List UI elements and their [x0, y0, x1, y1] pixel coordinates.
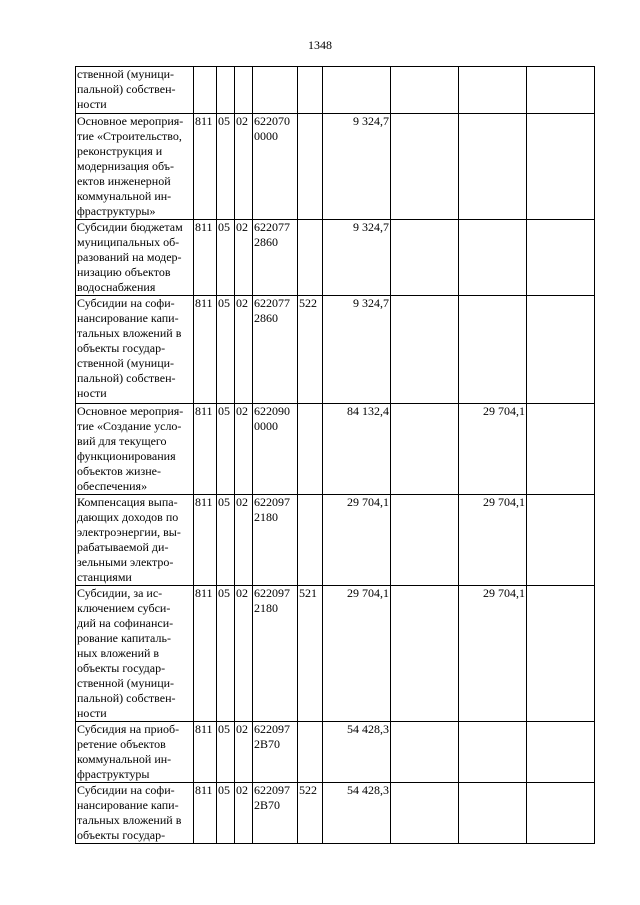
ministry-code-cell: 811	[194, 722, 217, 783]
expense-type-cell: 522	[298, 783, 323, 844]
ministry-code-cell: 811	[194, 114, 217, 220]
target-article-cell: 622097 2В70	[253, 722, 298, 783]
section-code-cell: 05	[217, 220, 235, 296]
item-name-cell: Субсидия на приоб- ретение объектов коммунальной ин- фраструктуры	[76, 722, 194, 783]
ministry-code-cell: 811	[194, 296, 217, 404]
table-body	[76, 67, 595, 844]
target-article-cell	[253, 67, 298, 114]
amount-cell-3	[459, 783, 527, 844]
ministry-code-cell: 811	[194, 404, 217, 495]
subsection-code-cell: 02	[235, 495, 253, 586]
amount-cell-3	[459, 114, 527, 220]
target-article-cell: 622070 0000	[253, 114, 298, 220]
amount-cell-3: 29 704,1	[459, 586, 527, 722]
amount-cell-2	[391, 722, 459, 783]
subsection-code-cell: 02	[235, 586, 253, 722]
item-name-cell: Субсидии на софи- нансирование капи- тальных вложений в объекты государ- ственной (муници- пальной) собствен- ности	[76, 296, 194, 404]
expense-type-cell	[298, 495, 323, 586]
amount-cell-2	[391, 220, 459, 296]
amount-cell-1: 9 324,7	[323, 296, 391, 404]
amount-cell-3	[459, 722, 527, 783]
amount-cell-4	[527, 722, 595, 783]
expense-type-cell	[298, 220, 323, 296]
amount-cell-1	[323, 67, 391, 114]
ministry-code-cell: 811	[194, 495, 217, 586]
amount-cell-1: 29 704,1	[323, 586, 391, 722]
amount-cell-3: 29 704,1	[459, 404, 527, 495]
table-row	[76, 783, 595, 844]
amount-cell-2	[391, 586, 459, 722]
amount-cell-4	[527, 114, 595, 220]
item-name-cell: Субсидии, за ис- ключением субси- дий на софинанси- рование капиталь- ных вложений в объекты государ- ственной (муници- пальной) собствен- ности	[76, 586, 194, 722]
item-name-cell: Компенсация выпа- дающих доходов по электроэнергии, вы- рабатываемой ди- зельными электро- станциями	[76, 495, 194, 586]
subsection-code-cell: 02	[235, 783, 253, 844]
ministry-code-cell: 811	[194, 220, 217, 296]
amount-cell-1: 54 428,3	[323, 722, 391, 783]
amount-cell-4	[527, 67, 595, 114]
amount-cell-4	[527, 220, 595, 296]
table-row	[76, 404, 595, 495]
item-name-cell: ственной (муници- пальной) собствен- ности	[76, 67, 194, 114]
expense-type-cell	[298, 404, 323, 495]
subsection-code-cell: 02	[235, 114, 253, 220]
amount-cell-2	[391, 404, 459, 495]
amount-cell-2	[391, 114, 459, 220]
expense-type-cell: 522	[298, 296, 323, 404]
table-row	[76, 220, 595, 296]
amount-cell-1: 84 132,4	[323, 404, 391, 495]
amount-cell-3	[459, 67, 527, 114]
amount-cell-3	[459, 296, 527, 404]
item-name-cell: Субсидии на софи- нансирование капи- тальных вложений в объекты государ-	[76, 783, 194, 844]
table-row	[76, 586, 595, 722]
expense-type-cell	[298, 67, 323, 114]
amount-cell-1: 9 324,7	[323, 114, 391, 220]
section-code-cell: 05	[217, 296, 235, 404]
subsection-code-cell: 02	[235, 296, 253, 404]
subsection-code-cell: 02	[235, 220, 253, 296]
target-article-cell: 622097 2180	[253, 495, 298, 586]
amount-cell-4	[527, 586, 595, 722]
expense-type-cell: 521	[298, 586, 323, 722]
item-name-cell: Основное мероприя- тие «Строительство, реконструкция и модернизация объ- ектов инженерной коммунальной ин- фраструктуры»	[76, 114, 194, 220]
table-row	[76, 722, 595, 783]
target-article-cell: 622097 2В70	[253, 783, 298, 844]
subsection-code-cell: 02	[235, 722, 253, 783]
section-code-cell: 05	[217, 722, 235, 783]
target-article-cell: 622097 2180	[253, 586, 298, 722]
section-code-cell: 05	[217, 783, 235, 844]
amount-cell-2	[391, 296, 459, 404]
amount-cell-1: 29 704,1	[323, 495, 391, 586]
amount-cell-1: 54 428,3	[323, 783, 391, 844]
amount-cell-4	[527, 404, 595, 495]
ministry-code-cell: 811	[194, 783, 217, 844]
target-article-cell: 622090 0000	[253, 404, 298, 495]
amount-cell-4	[527, 783, 595, 844]
amount-cell-1: 9 324,7	[323, 220, 391, 296]
amount-cell-3	[459, 220, 527, 296]
table-row	[76, 296, 595, 404]
section-code-cell: 05	[217, 495, 235, 586]
amount-cell-3: 29 704,1	[459, 495, 527, 586]
item-name-cell: Основное мероприя- тие «Создание усло- вий для текущего функционирования объектов жизне- обеспечения»	[76, 404, 194, 495]
section-code-cell	[217, 67, 235, 114]
table-row	[76, 67, 595, 114]
ministry-code-cell: 811	[194, 586, 217, 722]
amount-cell-4	[527, 296, 595, 404]
section-code-cell: 05	[217, 114, 235, 220]
section-code-cell: 05	[217, 404, 235, 495]
target-article-cell: 622077 2860	[253, 296, 298, 404]
subsection-code-cell: 02	[235, 404, 253, 495]
amount-cell-2	[391, 67, 459, 114]
section-code-cell: 05	[217, 586, 235, 722]
item-name-cell: Субсидии бюджетам муниципальных об- разований на модер- низацию объектов водоснабжения	[76, 220, 194, 296]
budget-table	[75, 66, 595, 844]
table-row	[76, 495, 595, 586]
amount-cell-2	[391, 783, 459, 844]
table-row	[76, 114, 595, 220]
amount-cell-4	[527, 495, 595, 586]
target-article-cell: 622077 2860	[253, 220, 298, 296]
amount-cell-2	[391, 495, 459, 586]
expense-type-cell	[298, 114, 323, 220]
page-number: 1348	[308, 38, 332, 52]
subsection-code-cell	[235, 67, 253, 114]
expense-type-cell	[298, 722, 323, 783]
ministry-code-cell	[194, 67, 217, 114]
